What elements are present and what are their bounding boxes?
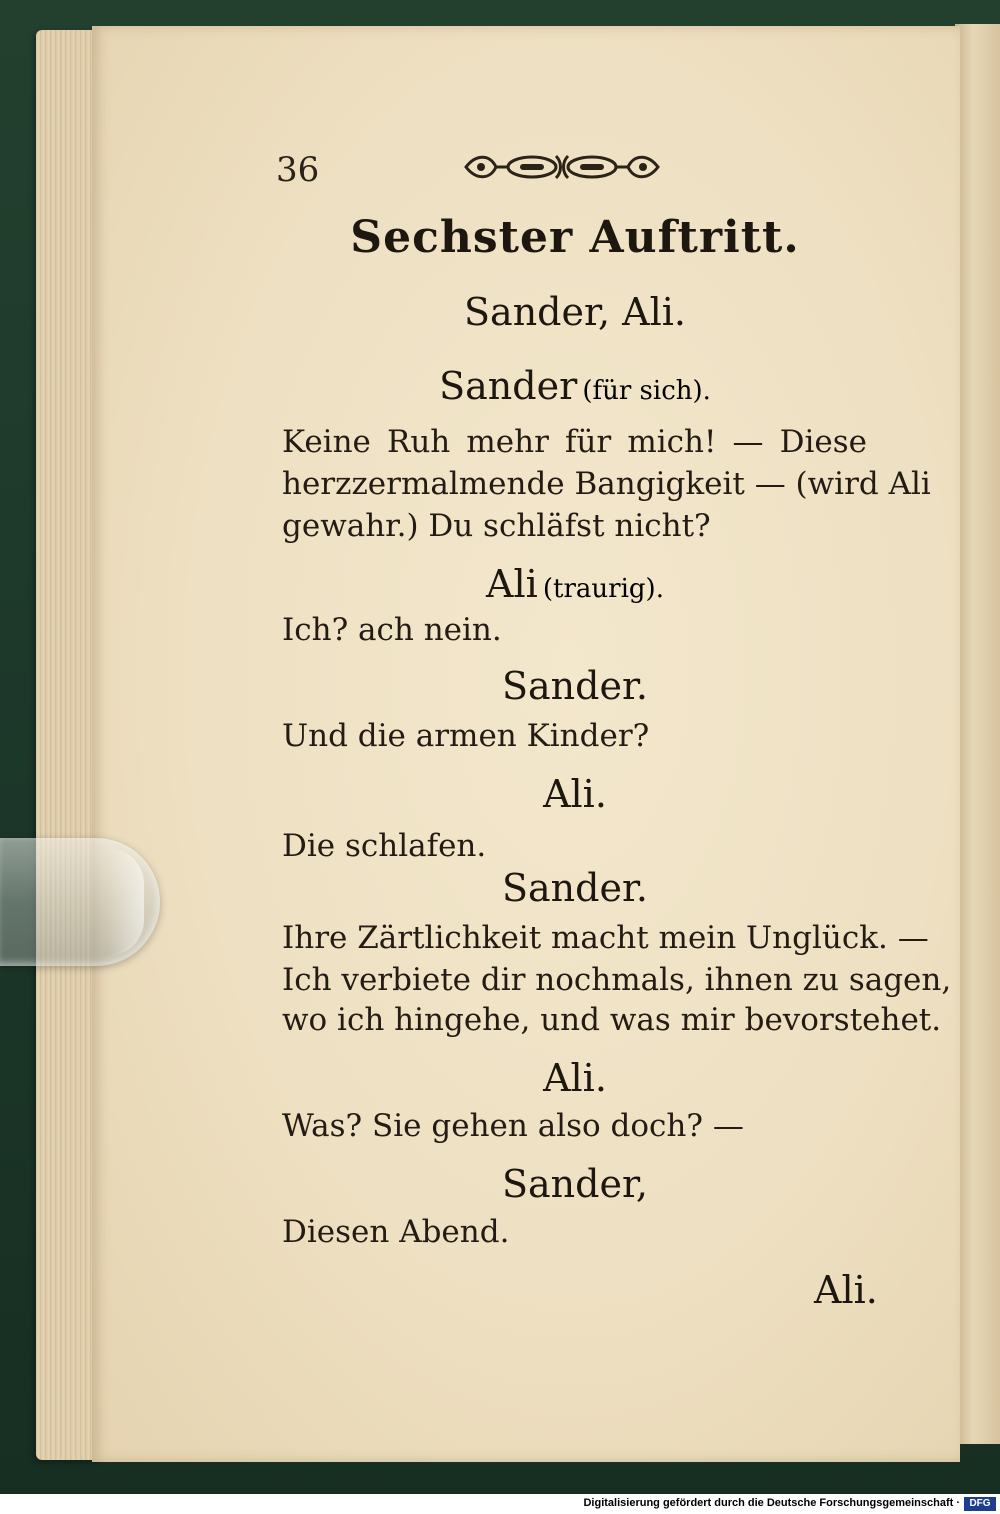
text-line: Ihre Zärtlichkeit macht mein Unglück. —: [282, 920, 929, 956]
stage-direction: (traurig).: [542, 574, 664, 604]
text-line: Keine Ruh mehr für mich! — Diese: [282, 424, 867, 460]
page-number: 36: [276, 150, 320, 190]
dfg-logo-icon: DFG: [964, 1497, 996, 1511]
stage-direction: (für sich).: [582, 376, 711, 406]
speaker-heading: [280, 364, 870, 408]
text-line: wo ich hingehe, und was mir bevorstehet.: [282, 1002, 942, 1038]
speaker-heading: Ali.: [543, 772, 607, 816]
speaker-name: Sander: [439, 364, 578, 408]
speaker-heading: Sander.: [501, 866, 649, 910]
text-line: Die schlafen.: [282, 828, 487, 864]
text-line: Ich? ach nein.: [282, 612, 502, 648]
text-line: Ich verbiete dir nochmals, ihnen zu sagen,: [282, 962, 952, 998]
catchword: Ali.: [814, 1268, 878, 1312]
text-line: Und die armen Kinder?: [282, 718, 650, 754]
text-line: Was? Sie gehen also doch? —: [282, 1108, 744, 1144]
text-line: gewahr.) Du schläfst nicht?: [282, 508, 711, 544]
facing-page-edge: [955, 24, 1000, 1444]
speaker-heading: [280, 562, 870, 606]
ornament-icon: [462, 150, 662, 184]
character-list: Sander, Ali.: [464, 290, 686, 334]
text-line: Diesen Abend.: [282, 1214, 510, 1250]
speaker-heading: Sander,: [501, 1162, 649, 1206]
speaker-heading: Sander.: [501, 664, 649, 708]
speaker-heading: Ali.: [543, 1056, 607, 1100]
scene-title: Sechster Auftritt.: [350, 212, 800, 263]
footer-credit: Digitalisierung gefördert durch die Deutsche Forschungsgemeinschaft ·: [583, 1497, 960, 1509]
text-line: herzzermalmende Bangigkeit — (wird Ali: [282, 466, 931, 502]
speaker-name: Ali: [486, 562, 538, 606]
